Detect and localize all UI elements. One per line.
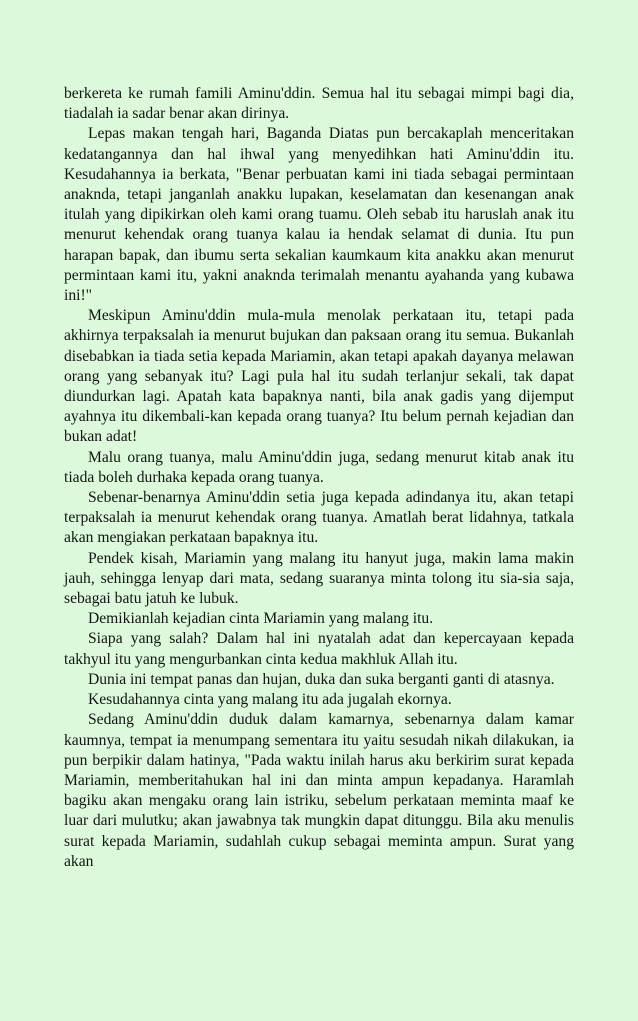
page-text	[64, 84, 574, 872]
paragraph: Siapa yang salah? Dalam hal ini nyatalah adat dan kepercayaan kepada takhyul itu yang mengurbankan cinta kedua makhluk Allah itu.	[64, 630, 574, 668]
paragraph: Sebenar-benarnya Aminu'ddin setia juga kepada adindanya itu, akan tetapi terpaksalah ia menurut kehendak orang tuanya. Amatlah berat lidahnya, tatkala akan mengiakan perkataan bapaknya itu.	[64, 489, 574, 547]
paragraph: Dunia ini tempat panas dan hujan, duka dan suka berganti ganti di atasnya.	[88, 670, 555, 688]
paragraph: Malu orang tuanya, malu Aminu'ddin juga, sedang menurut kitab anak itu tiada boleh durhaka kepada orang tuanya.	[64, 448, 574, 486]
paragraph: Pendek kisah, Mariamin yang malang itu hanyut juga, makin lama makin jauh, sehingga lenyap dari mata, sedang suaranya minta tolong itu sia-sia saja, sebagai batu jatuh ke lubuk.	[64, 549, 574, 608]
paragraph: Sedang Aminu'ddin duduk dalam kamarnya, sebenarnya dalam kamar kaumnya, tempat ia menumpang sementara itu yaitu sesudah nikah dilakukan, ia pun berpikir dalam hatinya, "Pada waktu inilah harus aku berkirim surat kepada Mariamin, memberitahukan hal ini dan minta ampun kepadanya. Haramlah bagiku akan mengaku orang lain istriku, sebelum perkataan meminta maaf ke luar dari mulutku; akan jawabnya tak mungkin dapat ditunggu. Bila aku menulis surat kepada Mariamin, sudahlah cukup sebagai meminta ampun. Surat yang akan	[64, 711, 574, 870]
paragraph: Demikianlah kejadian cinta Mariamin yang malang itu.	[88, 610, 434, 628]
paragraph: Kesudahannya cinta yang malang itu ada jugalah ekornya.	[88, 691, 452, 709]
paragraph: Lepas makan tengah hari, Baganda Diatas pun bercakaplah menceritakan kedatangannya dan hal ihwal yang menyedihkan hati Aminu'ddin itu. Kesudahannya ia berkata, "Benar perbuatan kami ini tiada sebagai permintaan anaknda, tetapi janganlah anakku lupakan, keselamatan dan kesenangan anak itulah yang dipikirkan oleh kami orang tuamu. Oleh sebab itu haruslah anak itu menurut kehendak orang tuanya kalau ia hendak selamat di dunia. Itu pun harapan bapak, dan ibumu serta sekalian kaumkaum kita anakku akan menurut permintaan kami itu, yakni anaknda terimalah menantu ayahanda yang kubawa ini!"	[64, 125, 574, 305]
paragraph-continued: berkereta ke rumah famili Aminu'ddin. Semua hal itu sebagai mimpi bagi dia, tiadalah ia sadar benar akan dirinya.	[64, 85, 574, 123]
paragraph: Meskipun Aminu'ddin mula-mula menolak perkataan itu, tetapi pada akhirnya terpaksalah ia menurut bujukan dan paksaan orang itu semua. Bukanlah disebabkan ia tiada setia kepada Mariamin, akan tetapi apakah dayanya melawan orang yang sebanyak itu? Lagi pula hal itu sudah terlanjur sekali, tak dapat diundurkan lagi. Apatah kata bapaknya nanti, bila anak gadis yang dijemput ayahnya itu dikembali-kan kepada orang tuanya? Itu belum pernah kejadian dan bukan adat!	[64, 307, 574, 446]
